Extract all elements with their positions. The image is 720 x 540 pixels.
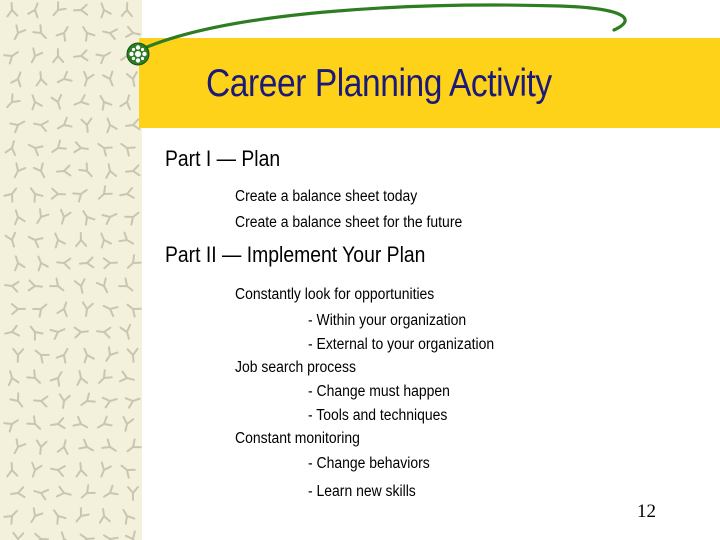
part-two-subitem: - Tools and techniques: [308, 407, 448, 424]
part-two-subitem: - Within your organization: [308, 312, 467, 329]
part-two-subitem: - Change behaviors: [308, 455, 430, 472]
part-one-item: Create a balance sheet today: [235, 188, 418, 205]
part-two-item: Constantly look for opportunities: [235, 286, 435, 303]
part-one-item: Create a balance sheet for the future: [235, 214, 463, 231]
part-two-item: Constant monitoring: [235, 430, 360, 447]
green-ball-icon: [125, 41, 151, 67]
part-one-heading: Part I — Plan: [165, 146, 281, 171]
part-two-subitem: - Change must happen: [308, 383, 450, 400]
part-two-item: Job search process: [235, 359, 356, 376]
part-two-subitem: - External to your organization: [308, 336, 495, 353]
page-number: 12: [637, 501, 656, 522]
part-two-subitem: - Learn new skills: [308, 483, 416, 500]
slide-title: Career Planning Activity: [206, 62, 552, 105]
part-two-heading: Part II — Implement Your Plan: [165, 242, 426, 267]
